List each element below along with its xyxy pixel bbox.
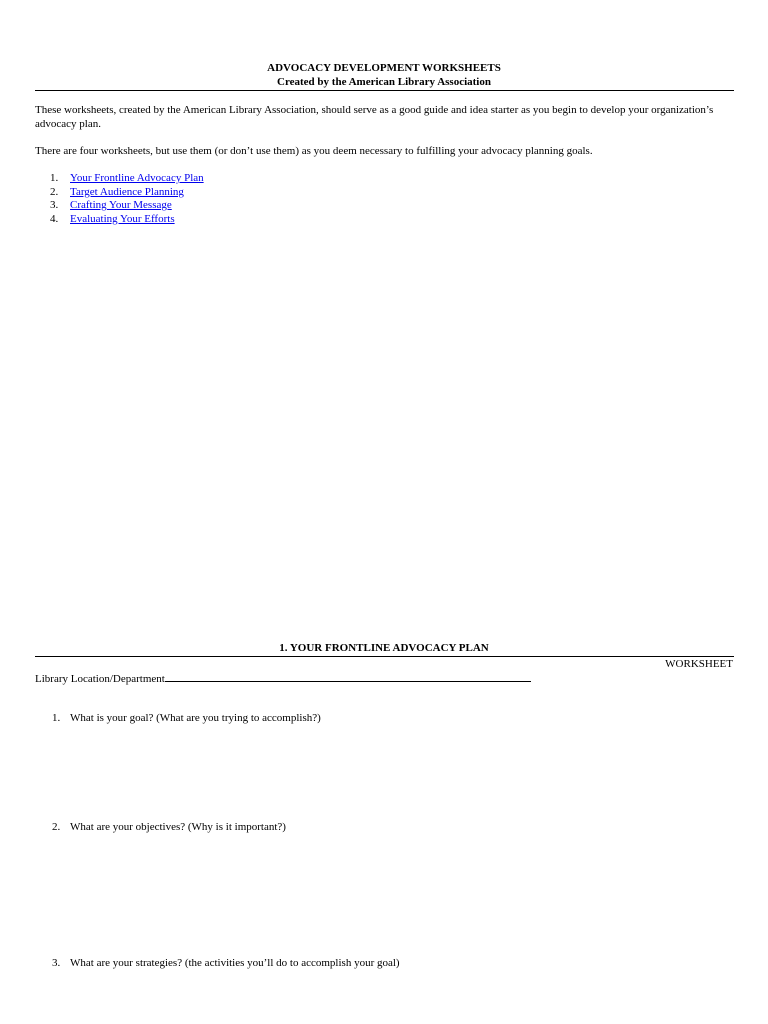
library-location-field xyxy=(35,671,531,685)
list-item-number: 1. xyxy=(50,172,59,184)
list-item xyxy=(50,186,204,200)
section-divider xyxy=(35,656,734,657)
section-heading: 1. YOUR FRONTLINE ADVOCACY PLAN xyxy=(279,642,489,654)
location-blank-line[interactable] xyxy=(165,671,531,682)
question-number: 3. xyxy=(52,957,61,969)
document-title: ADVOCACY DEVELOPMENT WORKSHEETS xyxy=(267,62,501,74)
question-goal xyxy=(52,712,321,724)
list-item xyxy=(50,172,204,186)
list-item-number: 3. xyxy=(50,199,59,211)
question-text: What is your goal? (What are you trying to accomplish?) xyxy=(70,712,321,724)
question-text: What are your strategies? (the activities you’ll do to accomplish your goal) xyxy=(70,957,400,969)
question-number: 2. xyxy=(52,821,61,833)
worksheet-link-list xyxy=(50,172,204,226)
list-item-number: 2. xyxy=(50,185,59,198)
question-objectives xyxy=(52,821,286,833)
document-subtitle: Created by the American Library Association xyxy=(277,76,491,88)
list-item xyxy=(50,213,204,227)
usage-paragraph: There are four worksheets, but use them (or don’t use them) as you deem necessary to fulfilling your advocacy planning goals. xyxy=(35,145,593,157)
question-text: What are your objectives? (Why is it important?) xyxy=(70,821,286,833)
list-item xyxy=(50,199,204,213)
intro-paragraph: These worksheets, created by the American Library Association, should serve as a good guide and idea starter as you begin to develop your organization’s advocacy plan. xyxy=(35,104,714,130)
worksheet-link-target-audience-planning[interactable]: Target Audience Planning xyxy=(70,185,184,198)
field-label: Library Location/Department xyxy=(35,673,165,685)
worksheet-tag: WORKSHEET xyxy=(665,658,733,670)
header-divider xyxy=(35,90,734,91)
worksheet-link-frontline-advocacy-plan[interactable]: Your Frontline Advocacy Plan xyxy=(70,172,204,184)
list-item-number: 4. xyxy=(50,212,59,225)
worksheet-link-evaluating-your-efforts[interactable]: Evaluating Your Efforts xyxy=(70,212,175,225)
question-strategies xyxy=(52,957,400,969)
worksheet-link-crafting-your-message[interactable]: Crafting Your Message xyxy=(70,199,172,211)
question-number: 1. xyxy=(52,712,61,724)
